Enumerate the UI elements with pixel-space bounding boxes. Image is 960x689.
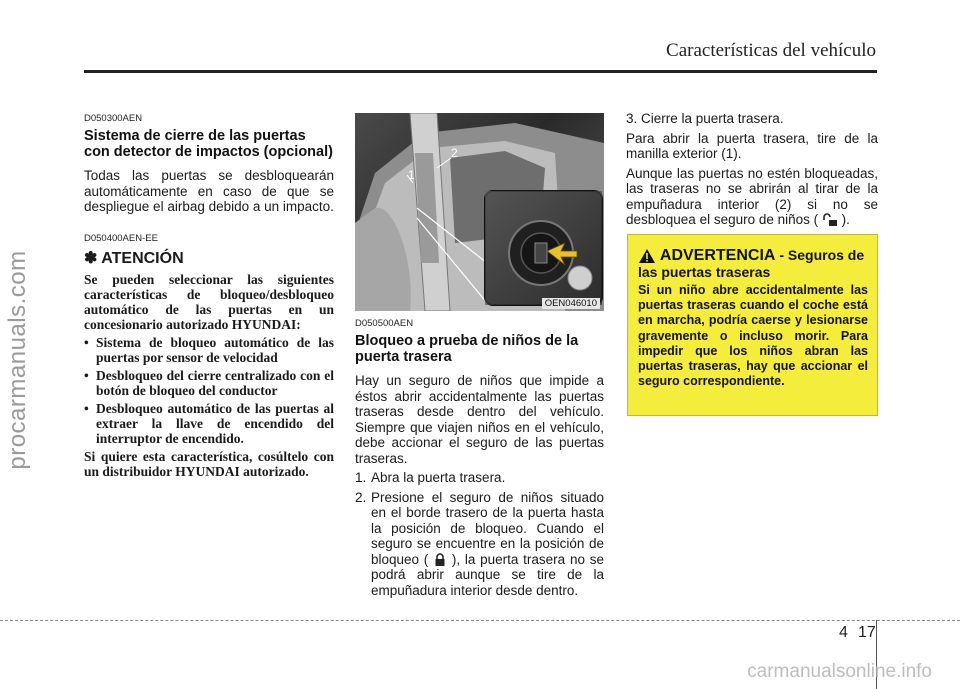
caution-title: ✽ ATENCIÓN <box>84 249 184 267</box>
step-text <box>371 490 604 599</box>
warning-title-main: ADVERTENCIA <box>659 247 776 264</box>
warning-box <box>627 234 878 416</box>
bullet-icon: • <box>84 400 89 416</box>
section-code: D050500AEN <box>355 318 414 329</box>
column-1 <box>84 113 334 482</box>
step-number: 1. <box>355 470 367 485</box>
warning-triangle-icon <box>638 248 656 264</box>
caution-bullet <box>84 401 334 446</box>
header-rule <box>84 70 877 73</box>
step-number: 2. <box>355 489 367 505</box>
side-watermark-text: procarmanuals.com <box>4 250 31 470</box>
section-paragraph <box>626 166 878 228</box>
caution-bullet-text: Sistema de bloqueo automático de las puertas por sensor de velocidad <box>96 334 334 365</box>
bottom-watermark: carmanualsonline.info <box>747 661 932 682</box>
caution-bullet-text: Desbloqueo automático de las puertas al extraer la llave de encendido del interruptor de encendido. <box>96 400 334 446</box>
bullet-icon: • <box>84 367 89 383</box>
step-item <box>355 490 604 599</box>
caution-outro: Si quiere esta característica, cosúltelo con un distribuidor HYUNDAI autorizado. <box>84 448 334 479</box>
column-3 <box>626 111 878 232</box>
column-2 <box>355 318 604 602</box>
caution-bullet <box>84 335 334 365</box>
door-figure <box>355 113 604 311</box>
paragraph-part: ). <box>841 212 850 227</box>
section-heading: Bloqueo a prueba de niños de la puerta trasera <box>355 333 579 365</box>
car-door-illustration <box>355 113 604 311</box>
figure-caption: OEN046010 <box>542 298 600 309</box>
warning-title <box>638 247 873 280</box>
section-number: 4 <box>839 624 848 641</box>
page-header-title: Características del vehículo <box>666 40 876 61</box>
page-number: 17 <box>858 624 876 641</box>
caution-intro: Se pueden seleccionar las siguientes características de bloqueo/desbloqueo automático de las puertas en un concesionario autorizado HYUNDAI: <box>84 271 334 332</box>
step-3: 3. Cierre la puerta trasera. <box>626 111 784 126</box>
warning-text: Si un niño abre accidentalmente las puertas traseras cuando el coche está en marcha, podría caerse y lesionarse gravemente o incluso morir. Para impedir que los niños abran las puertas traseras, hay que accionar el seguro correspondiente. <box>638 283 868 389</box>
caution-bullet-text: Desbloqueo del cierre centralizado con el botón de bloqueo del conductor <box>96 367 334 398</box>
lock-icon <box>433 553 447 567</box>
figure-label-2: 2 <box>451 146 458 160</box>
step-item <box>355 470 604 486</box>
warning-title-sub: - Seguros de las puertas traseras <box>638 247 865 281</box>
paragraph-part: Aunque las puertas no estén bloqueadas, las traseras no se abrirán al tirar de la empuñadura interior (2) si no se desbloquea el seguro de niños ( <box>626 165 878 227</box>
bullet-icon: • <box>84 334 89 350</box>
section-code: D050400AEN-EE <box>84 232 158 244</box>
section-paragraph: Para abrir la puerta trasera, tire de la manilla exterior (1). <box>626 130 878 161</box>
section-paragraph: Hay un seguro de niños que impide a éstos abrir accidentalmente las puertas traseras desde dentro del vehículo. Siempre que viajen niños en el vehículo, debe accionar el seguro de las puertas traseras. <box>355 373 604 466</box>
figure-label-1: 1 <box>408 168 415 182</box>
unlock-icon <box>822 213 838 227</box>
step-text: Abra la puerta trasera. <box>371 470 506 485</box>
footer-rule <box>0 620 960 622</box>
section-heading: Sistema de cierre de las puertas con detector de impactos (opcional) <box>84 128 333 160</box>
step-text-part: ), la puerta trasera no se podrá abrir aunque se tire de la empuñadura interior desde dentro. <box>371 551 604 598</box>
side-watermark <box>0 230 36 490</box>
step-text-part: Presione el seguro de niños situado en el borde trasero de la puerta hasta la posición de bloqueo. Cuando el seguro se encuentre en la posición de bloqueo ( <box>371 489 604 567</box>
section-code: D050300AEN <box>84 113 143 124</box>
section-paragraph: Todas las puertas se desbloquearán automáticamente en caso de que se despliegue el airbag debido a un impacto. <box>84 168 334 214</box>
caution-bullet <box>84 368 334 398</box>
